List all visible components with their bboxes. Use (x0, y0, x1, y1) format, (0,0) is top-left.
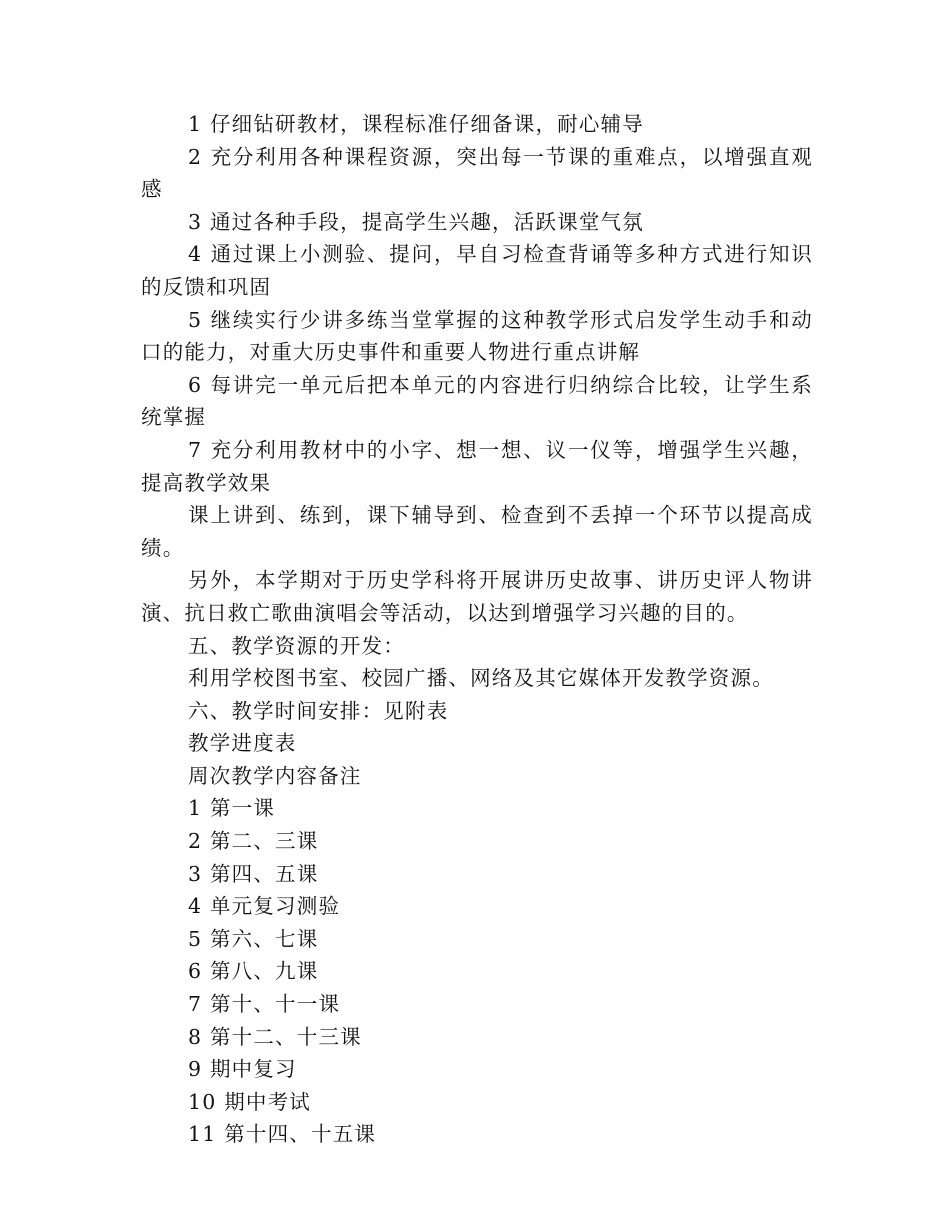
resources-text: 利用学校图书室、校园广播、网络及其它媒体开发教学资源。 (188, 666, 774, 691)
method-item-3: 3 通过各种手段，提高学生兴趣，活跃课堂气氛 (188, 209, 644, 234)
method-item-5: 5 继续实行少讲多练当堂掌握的这种教学形式启发学生动手和动口的能力，对重大历史事件和重要人物进行重点讲解 (141, 307, 813, 365)
schedule-row: 4 单元复习测验 (188, 894, 341, 919)
activities-paragraph: 另外，本学期对于历史学科将开展讲历史故事、讲历史评人物讲演、抗日救亡歌曲演唱会等活动，以达到增强学习兴趣的目的。 (141, 568, 813, 625)
schedule-row: 2 第二、三课 (188, 829, 319, 854)
schedule-row: 7 第十、十一课 (188, 992, 341, 1017)
schedule-row: 1 第一课 (188, 796, 276, 821)
method-item-4: 4 通过课上小测验、提问，早自习检查背诵等多种方式进行知识的反馈和巩固 (141, 242, 813, 299)
summary-paragraph: 课上讲到、练到，课下辅导到、检查到不丢掉一个环节以提高成绩。 (141, 503, 813, 560)
schedule-row: 11 第十四、十五课 (188, 1122, 377, 1147)
schedule-header: 周次教学内容备注 (188, 763, 362, 788)
schedule-row: 9 期中复习 (188, 1057, 297, 1082)
method-item-7: 7 充分利用教材中的小字、想一想、议一仪等，增强学生兴趣，提高教学效果 (141, 437, 813, 495)
method-item-2: 2 充分利用各种课程资源，突出每一节课的重难点，以增强直观感 (141, 144, 813, 202)
schedule-row: 6 第八、九课 (188, 959, 319, 984)
schedule-title: 教学进度表 (188, 731, 297, 756)
section-heading-schedule: 六、教学时间安排：见附表 (188, 698, 449, 723)
section-heading-resources: 五、教学资源的开发： (188, 633, 405, 658)
schedule-row: 3 第四、五课 (188, 861, 319, 886)
document-body (141, 108, 813, 1151)
schedule-row: 10 期中考试 (188, 1089, 312, 1114)
schedule-row: 8 第十二、十三课 (188, 1024, 362, 1049)
schedule-row: 5 第六、七课 (188, 926, 319, 951)
method-item-1: 1 仔细钻研教材，课程标准仔细备课，耐心辅导 (188, 112, 644, 136)
method-item-6: 6 每讲完一单元后把本单元的内容进行归纳综合比较，让学生系统掌握 (141, 372, 813, 430)
